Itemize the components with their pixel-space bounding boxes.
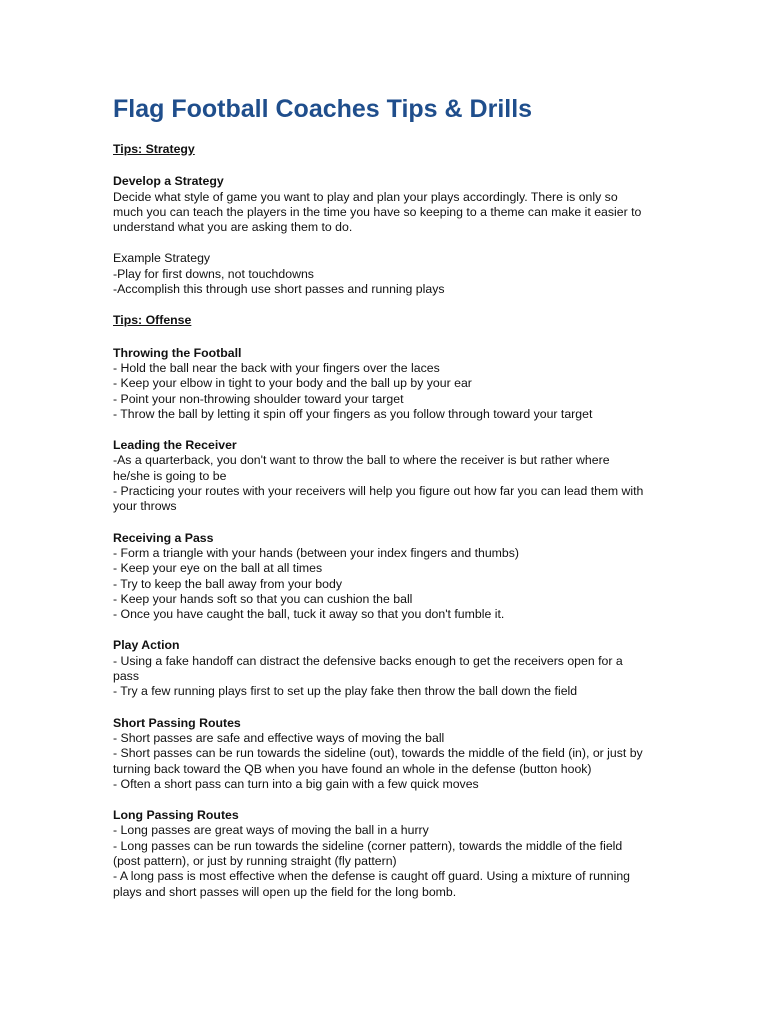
text-line: - Keep your eye on the ball at all times [113,561,323,576]
subsection-heading: Long Passing Routes [113,808,239,823]
text-line: - Try a few running plays first to set up the play fake then throw the ball down the field [113,684,578,699]
text-line: - Keep your hands soft so that you can cushion the ball [113,591,413,606]
text-line: -Accomplish this through use short passes and running plays [113,282,445,297]
text-line: (post pattern), or just by running straight (fly pattern) [113,853,397,868]
text-line: - Hold the ball near the back with your fingers over the laces [113,360,440,375]
text-line: - Often a short pass can turn into a big gain with a few quick moves [113,776,479,791]
text-line: Decide what style of game you want to play and plan your plays accordingly. There is only so [113,189,618,204]
text-line: he/she is going to be [113,468,227,483]
text-line: - Long passes are great ways of moving the ball in a hurry [113,823,429,838]
subsection-heading: Receiving a Pass [113,530,214,545]
subsection-heading: Throwing the Football [113,345,242,360]
text-line: - Practicing your routes with your receivers will help you figure out how far you can lead them with [113,484,644,499]
text-line: pass [113,669,139,684]
section-heading: Tips: Strategy [113,142,195,156]
text-line: -Play for first downs, not touchdowns [113,266,314,281]
text-line: - Point your non-throwing shoulder toward your target [113,391,404,406]
document-page [113,92,673,916]
page-title: Flag Football Coaches Tips & Drills [113,95,533,123]
subsection-heading: Develop a Strategy [113,174,224,189]
text-line: understand what you are asking them to do. [113,220,353,235]
text-line: - Keep your elbow in tight to your body and the ball up by your ear [113,376,472,391]
document-body [113,142,673,916]
text-line: -As a quarterback, you don't want to throw the ball to where the receiver is but rather where [113,453,610,468]
text-line: - Try to keep the ball away from your body [113,576,342,591]
text-line: your throws [113,499,177,514]
subsection-heading: Play Action [113,638,180,653]
text-line: - Long passes can be run towards the sideline (corner pattern), towards the middle of the field [113,838,623,853]
subsection-heading: Leading the Receiver [113,438,237,453]
text-line: turning back toward the QB when you have found an whole in the defense (button hook) [113,761,592,776]
text-line: - Short passes can be run towards the sideline (out), towards the middle of the field (in), or just by [113,746,643,761]
text-line: - Throw the ball by letting it spin off your fingers as you follow through toward your target [113,406,593,421]
section-heading: Tips: Offense [113,313,192,328]
text-line: plays and short passes will open up the field for the long bomb. [113,884,457,899]
text-line: - A long pass is most effective when the defense is caught off guard. Using a mixture of running [113,869,630,884]
text-line: - Using a fake handoff can distract the defensive backs enough to get the receivers open for a [113,653,623,668]
text-line: - Short passes are safe and effective ways of moving the ball [113,730,445,745]
text-line: - Form a triangle with your hands (between your index fingers and thumbs) [113,545,519,560]
text-line: much you can teach the players in the time you have so keeping to a theme can make it easier to [113,204,642,219]
subsection-heading: Short Passing Routes [113,715,241,730]
text-line: Example Strategy [113,251,211,266]
text-line: - Once you have caught the ball, tuck it away so that you don't fumble it. [113,607,505,622]
